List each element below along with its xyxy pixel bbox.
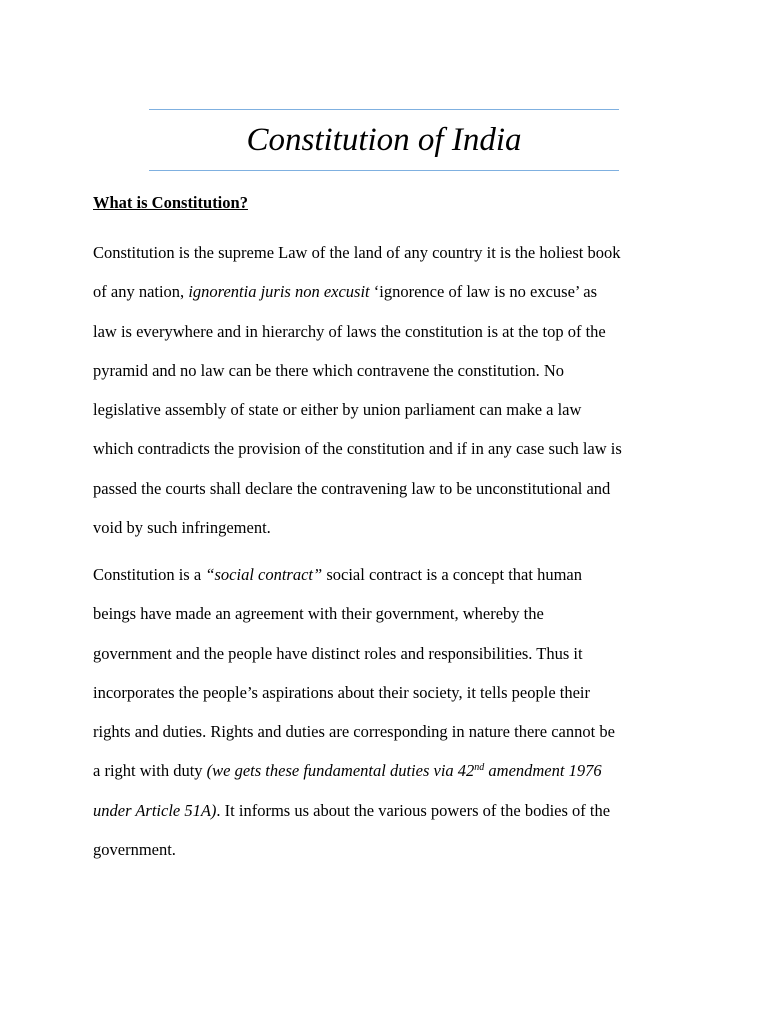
paragraph-2-line: beings have made an agreement with their government, whereby the: [93, 604, 544, 624]
text-run: Constitution is a: [93, 565, 206, 584]
paragraph-2-line: [93, 791, 683, 830]
latin-maxim: ignorentia juris non excusit: [188, 282, 370, 302]
paragraph-2-line: rights and duties. Rights and duties are corresponding in nature there cannot be: [93, 722, 615, 742]
paragraph-1-line: Constitution is the supreme Law of the land of any country it is the holiest book: [93, 243, 621, 262]
paragraph-2-line: [93, 555, 683, 594]
text-run: a right with duty: [93, 761, 207, 781]
paragraph-1-line: pyramid and no law can be there which contravene the constitution. No: [93, 360, 565, 380]
paragraph-2-line: incorporates the people’s aspirations about their society, it tells people their: [93, 682, 590, 702]
paragraph-1: [93, 233, 683, 547]
text-run: amendment 1976: [484, 761, 602, 781]
emphasis-article: under Article 51A): [93, 800, 217, 820]
paragraph-2: [93, 555, 683, 869]
paragraph-1-line: law is everywhere and in hierarchy of laws the constitution is at the top of the: [93, 321, 606, 341]
section-heading: What is Constitution?: [93, 193, 248, 212]
title-bottom-rule: [149, 170, 619, 171]
paragraph-1-line: void by such infringement.: [93, 518, 271, 538]
paragraph-1-line: which contradicts the provision of the constitution and if in any case such law is: [93, 439, 622, 459]
emphasis-social-contract: “social contract”: [205, 565, 323, 584]
emphasis-fundamental-duties: [207, 761, 602, 780]
paragraph-1-line: legislative assembly of state or either by union parliament can make a law: [93, 400, 582, 420]
paragraph-1-line: [93, 272, 683, 311]
ordinal-superscript: nd: [474, 762, 485, 774]
paragraph-2-line: government and the people have distinct roles and responsibilities. Thus it: [93, 643, 583, 663]
paragraph-1-line: passed the courts shall declare the contravening law to be unconstitutional and: [93, 478, 611, 498]
text-run: (we gets these fundamental duties via 42: [206, 761, 475, 781]
text-run: . It informs us about the various powers of the bodies of the: [216, 800, 611, 820]
text-run: social contract is a concept that human: [322, 565, 582, 584]
paragraph-2-line: [93, 751, 683, 790]
text-run: of any nation,: [93, 282, 189, 302]
document-title: Constitution of India: [246, 122, 522, 158]
title-top-rule: [149, 109, 619, 110]
text-run: ‘ignorence of law is no excuse’ as: [369, 282, 598, 302]
paragraph-2-line: government.: [93, 840, 176, 860]
